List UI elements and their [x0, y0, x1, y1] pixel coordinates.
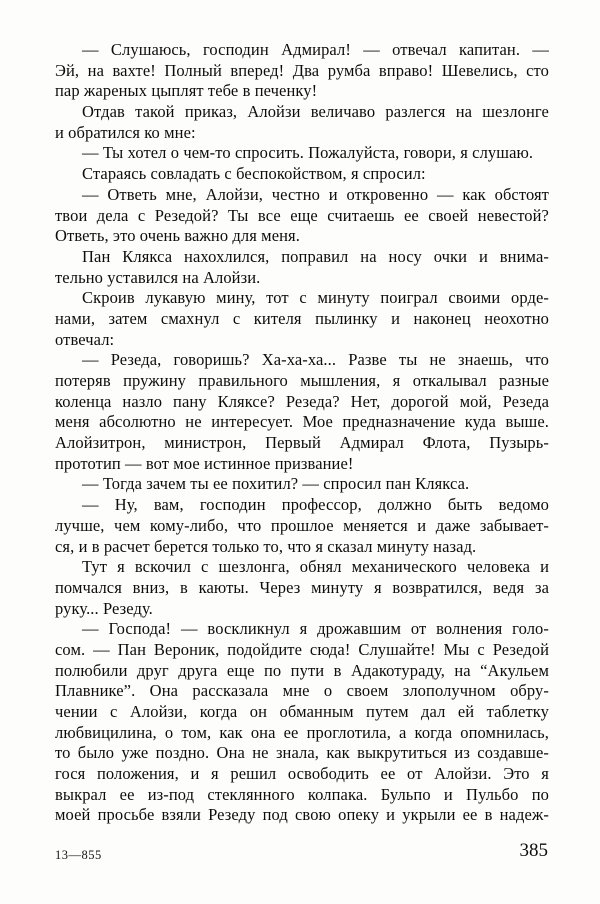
- text-line: чении с Алойзи, когда он обманным путем дал ей таблетку: [55, 702, 549, 721]
- print-signature: 13—855: [55, 848, 102, 862]
- text-line: Пан Клякса нахохлился, поправил на носу очки и внима-: [82, 246, 549, 266]
- text-line: Ответь, это очень важно для меня.: [55, 226, 300, 246]
- text-line: полюбили друг друга еще по пути в Адакотураду, на “Акульем: [55, 660, 549, 680]
- text-line: Алойзитрон, министрон, Первый Адмирал Флота, Пузырь-: [55, 433, 549, 453]
- text-line: тельно уставился на Алойзи.: [55, 267, 261, 287]
- text-line: — Тогда зачем ты ее похитил? — спросил пан Клякса.: [82, 474, 470, 494]
- text-line: пар жареных цыплят тебе в печенку!: [55, 81, 318, 101]
- text-line: руку... Резеду.: [55, 598, 153, 618]
- text-line: меня абсолютно не интересует. Мое предназначение куда выше.: [55, 412, 549, 432]
- page-text: [55, 40, 549, 826]
- text-line: Стараясь совладать с беспокойством, я спросил:: [82, 164, 426, 184]
- text-line: — Господа! — воскликнул я дрожавшим от волнения голо-: [82, 619, 549, 639]
- text-line: потеряв пружину правильного мышления, я откалывал разные: [55, 371, 549, 390]
- text-line: Эй, на вахте! Полный вперед! Два румба вправо! Шевелись, сто: [55, 60, 549, 80]
- text-line: отвечал:: [55, 329, 115, 349]
- text-line: помчался вниз, в каюты. Через минуту я возвратился, ведя за: [55, 577, 549, 597]
- text-line: любвицилина, о том, как она ее проглотила, а когда опомнилась,: [55, 722, 549, 742]
- text-line: лучше, чем кому-либо, что прошлое меняется и даже забывает-: [55, 515, 549, 535]
- text-line: Скроив лукавую мину, тот с минуту поиграл своими орде-: [82, 288, 549, 308]
- text-line: Отдав такой приказ, Алойзи величаво разлегся на шезлонге: [82, 102, 549, 122]
- text-line: и обратился ко мне:: [55, 122, 196, 142]
- text-line: — Резеда, говоришь? Ха-ха-ха... Разве ты не знаешь, что: [82, 350, 549, 370]
- text-line: Тут я вскочил с шезлонга, обнял механического человека и: [82, 557, 549, 577]
- text-line: — Ну, вам, господин профессор, должно быть ведомо: [82, 495, 549, 515]
- text-line: гося положения, и я решил освободить ее от Алойзи. Это я: [55, 764, 549, 784]
- text-line: то было уже поздно. Она не знала, как выкрутиться из создавше-: [55, 743, 549, 763]
- text-line: — Слушаюсь, господин Адмирал! — отвечал капитан. —: [82, 40, 549, 59]
- text-line: сом. — Пан Вероник, подойдите сюда! Слушайте! Мы с Резедой: [55, 639, 549, 659]
- page-footer: [55, 840, 548, 866]
- text-line: моей просьбе взяли Резеду под свою опеку и укрыли ее в надеж-: [55, 805, 549, 825]
- text-line: прототип — вот мое истинное призвание!: [55, 453, 354, 473]
- text-line: — Ты хотел о чем-то спросить. Пожалуйста, говори, я слушаю.: [82, 143, 534, 163]
- page-number: 385: [519, 840, 548, 861]
- text-line: коленца назло пану Кляксе? Резеда? Нет, дорогой мой, Резеда: [55, 391, 549, 411]
- text-line: твои дела с Резедой? Ты все еще считаешь ее своей невестой?: [55, 205, 549, 225]
- text-line: — Ответь мне, Алойзи, честно и откровенно — как обстоят: [82, 184, 549, 204]
- text-line: выкрал ее из-под стеклянного колпака. Бульпо и Пульбо по: [55, 784, 549, 804]
- text-line: ся, и в расчет берется только то, что я сказал минуту назад.: [55, 536, 477, 556]
- text-line: Плавнике”. Она рассказала мне о своем злополучном обру-: [55, 681, 549, 701]
- text-line: нами, затем смахнул с кителя пылинку и наконец неохотно: [55, 308, 549, 328]
